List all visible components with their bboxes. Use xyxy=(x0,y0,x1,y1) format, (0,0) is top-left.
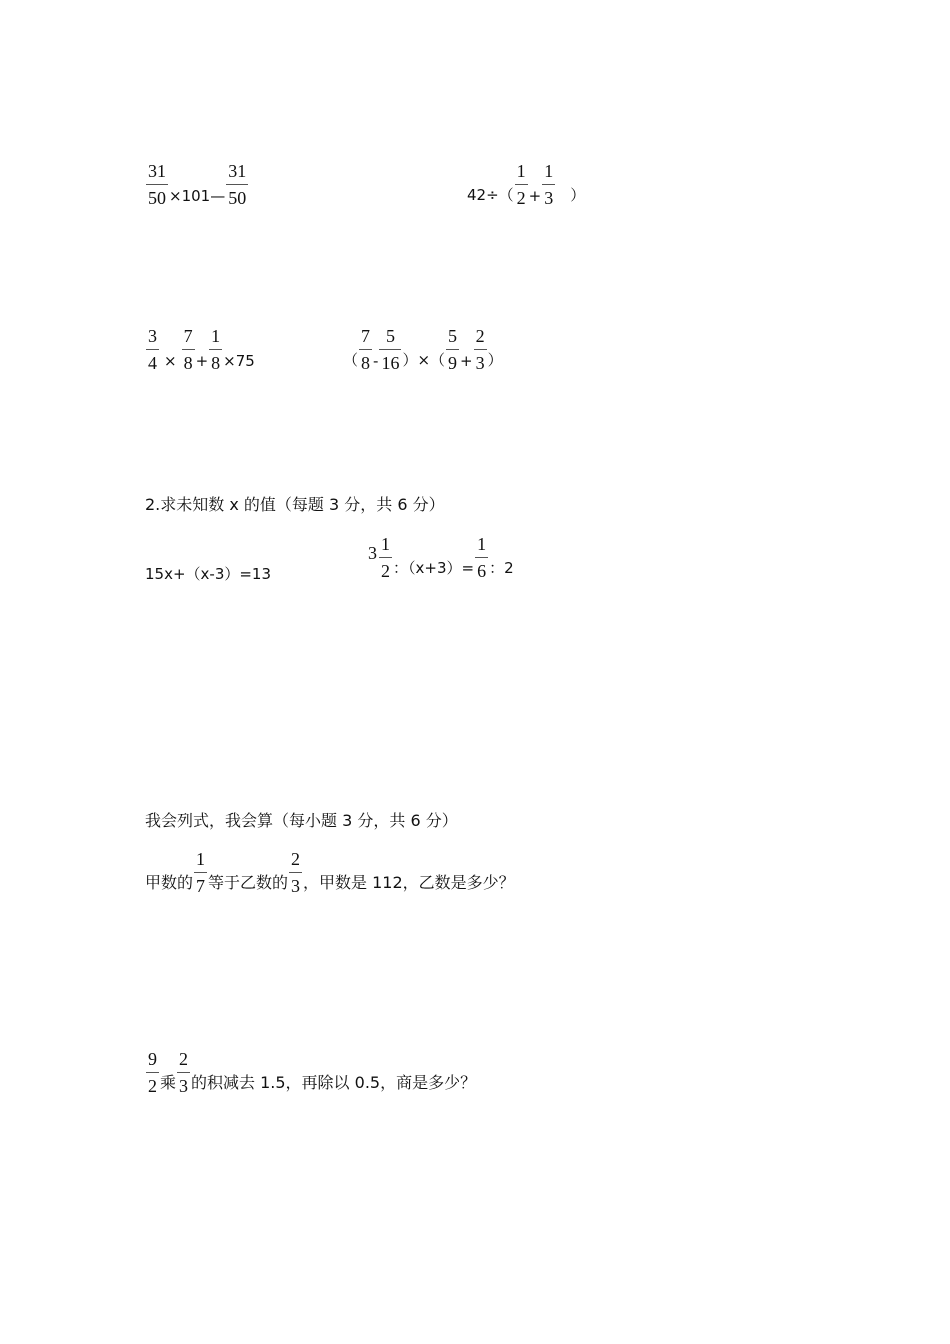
equation-1: 15x+（x-3）=13 xyxy=(145,565,272,583)
fraction: $\frac{3}{4}$ xyxy=(148,326,157,373)
operator-text: ） xyxy=(570,186,586,204)
fraction: $\frac{1}{7}$ xyxy=(196,849,206,896)
operator-text: ×101— xyxy=(169,187,226,205)
operator-text: + xyxy=(528,187,542,205)
fraction: $\frac{1}{2}$ xyxy=(381,534,390,581)
fraction: $\frac{2}{3}$ xyxy=(291,849,301,896)
mixed-number-whole: 3 xyxy=(368,543,377,563)
fraction: $\frac{2}{3}$ xyxy=(475,326,485,373)
problem-4 xyxy=(343,327,503,372)
fraction: $\frac{7}{8}$ xyxy=(361,326,371,373)
operator-text: + xyxy=(195,352,209,370)
operator-text: + xyxy=(460,352,473,370)
section-2-title: 2.求未知数 x 的值（每题 3 分，共 6 分） xyxy=(145,495,445,514)
fraction: $\frac{7}{8}$ xyxy=(183,326,193,373)
fraction: $\frac{31}{50}$ xyxy=(228,161,247,208)
fraction: $\frac{5}{16}$ xyxy=(381,326,400,373)
section-3-title: 我会列式，我会算（每小题 3 分，共 6 分） xyxy=(145,811,458,830)
fraction: $\frac{31}{50}$ xyxy=(148,161,166,208)
word-problem-2: $\frac{9}{2}$ 乘 $\frac{2}{3}$ 的积减去 1.5，再除以 0.5，商是多少？ xyxy=(148,1049,477,1096)
fraction: $\frac{5}{9}$ xyxy=(448,326,458,373)
fraction: $\frac{1}{6}$ xyxy=(477,534,487,581)
equation-2 xyxy=(368,535,514,580)
operator-text: × xyxy=(164,352,177,370)
operator-text: ：（x+3）= xyxy=(393,559,475,577)
fraction: $\frac{1}{3}$ xyxy=(544,161,554,208)
word-problem-1: 甲数的 $\frac{1}{7}$ 等于乙数的 $\frac{2}{3}$ ，甲数是 112，乙数是多少？ xyxy=(145,849,515,896)
problem-2 xyxy=(467,162,585,207)
operator-text: 42÷（ xyxy=(467,186,514,204)
fraction: $\frac{1}{2}$ xyxy=(516,161,526,208)
fraction: $\frac{9}{2}$ xyxy=(148,1049,157,1096)
operator-text: ）×（ xyxy=(402,351,446,369)
operator-text: - xyxy=(373,352,379,370)
fraction: $\frac{1}{8}$ xyxy=(211,326,221,373)
operator-text: ：2 xyxy=(489,559,514,577)
operator-text: ） xyxy=(487,351,503,369)
operator-text: ×75 xyxy=(223,352,255,370)
problem-1 xyxy=(145,162,249,207)
problem-3 xyxy=(145,327,255,372)
operator-text: （ xyxy=(343,351,359,369)
fraction: $\frac{2}{3}$ xyxy=(179,1049,189,1096)
